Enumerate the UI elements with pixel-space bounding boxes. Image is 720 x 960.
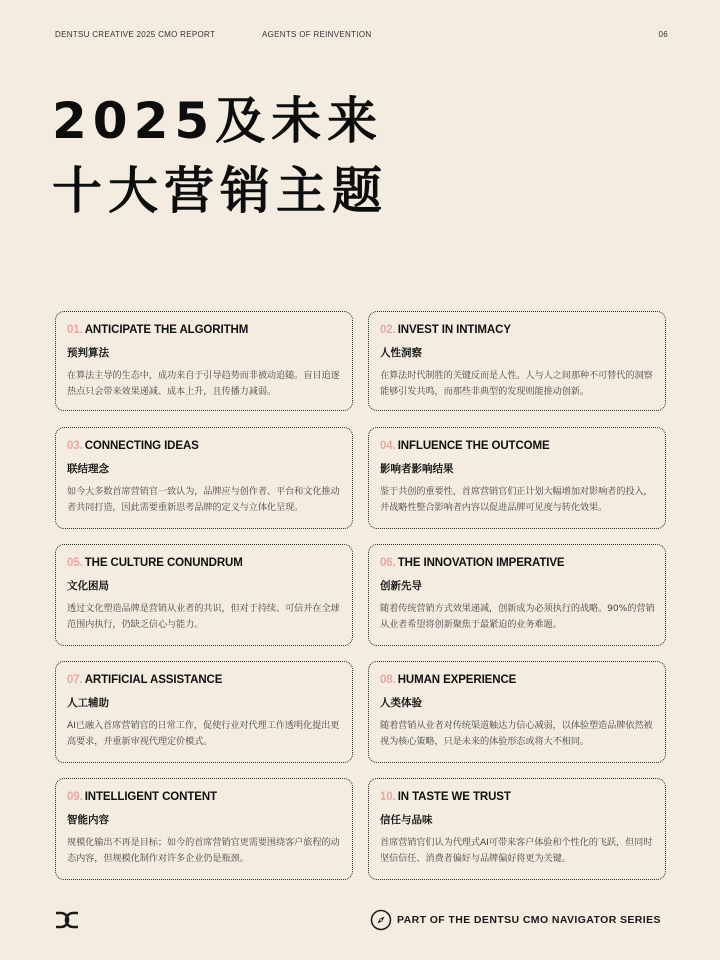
theme-subtitle: 文化困局 xyxy=(67,580,109,592)
theme-card-04 xyxy=(368,427,666,529)
theme-card-07 xyxy=(55,661,353,763)
dentsu-dc-logo-icon xyxy=(54,911,80,929)
theme-heading xyxy=(380,791,655,803)
theme-heading xyxy=(380,674,655,686)
theme-card-09 xyxy=(55,778,353,880)
page-number: 06 xyxy=(658,30,668,39)
theme-card-08 xyxy=(368,661,666,763)
theme-subtitle: 预判算法 xyxy=(67,347,109,359)
theme-heading-text: CONNECTING IDEAS xyxy=(84,440,199,452)
theme-heading-text: ANTICIPATE THE ALGORITHM xyxy=(84,324,249,336)
theme-heading-text: INTELLIGENT CONTENT xyxy=(84,791,217,803)
page-title xyxy=(52,86,388,226)
theme-heading xyxy=(380,557,655,569)
theme-body: 随着传统营销方式效果递减，创新成为必须执行的战略。90%的营销从业者希望将创新聚焦于最紧迫的业务难题。 xyxy=(380,603,655,630)
theme-heading xyxy=(380,440,655,452)
theme-number: 08. xyxy=(380,674,396,686)
theme-number: 01. xyxy=(67,324,83,336)
theme-body: 在算法主导的生态中，成功来自于引导趋势而非被动追随。盲目追逐热点只会带来效果递减、成本上升，且传播力减弱。 xyxy=(67,370,340,397)
theme-number: 06. xyxy=(380,557,396,569)
theme-body: 在算法时代制胜的关键反而是人性。人与人之间那种不可替代的洞察能够引发共鸣，而那些非典型的发现则能推动创新。 xyxy=(380,370,653,397)
theme-body: 随着营销从业者对传统渠道触达力信心减弱，以体验塑造品牌依然被视为核心策略，只是未来的体验形态或将大不相同。 xyxy=(380,720,653,747)
theme-card-03 xyxy=(55,427,353,529)
theme-heading xyxy=(67,324,342,336)
theme-heading-text: ARTIFICIAL ASSISTANCE xyxy=(84,674,223,686)
theme-card-02 xyxy=(368,311,666,411)
theme-subtitle: 创新先导 xyxy=(380,580,422,592)
theme-card-06 xyxy=(368,544,666,646)
theme-number: 09. xyxy=(67,791,83,803)
theme-heading xyxy=(67,674,342,686)
report-name: DENTSU CREATIVE 2025 CMO REPORT xyxy=(55,30,216,39)
theme-heading xyxy=(67,791,342,803)
theme-body: 规模化输出不再是目标；如今的首席营销官更需要围绕客户旅程的动态内容，但规模化制作对许多企业仍是瓶颈。 xyxy=(67,837,340,864)
theme-number: 03. xyxy=(67,440,83,452)
theme-subtitle: 人工辅助 xyxy=(67,697,109,709)
theme-heading-text: INVEST IN INTIMACY xyxy=(397,324,511,336)
report-subtitle: AGENTS OF REINVENTION xyxy=(262,30,372,39)
theme-body: 透过文化塑造品牌是营销从业者的共识，但对于持续、可信并在全球范围内执行，仍缺乏信心与能力。 xyxy=(67,603,340,630)
theme-subtitle: 智能内容 xyxy=(67,814,109,826)
theme-subtitle: 人性洞察 xyxy=(380,347,422,359)
theme-card-05 xyxy=(55,544,353,646)
theme-number: 04. xyxy=(380,440,396,452)
page-header xyxy=(55,30,668,42)
theme-body: 如今大多数首席营销官一致认为，品牌应与创作者、平台和文化推动者共同打造，因此需要重新思考品牌的定义与立体化呈现。 xyxy=(67,486,340,513)
theme-heading-text: INFLUENCE THE OUTCOME xyxy=(397,440,550,452)
theme-subtitle: 人类体验 xyxy=(380,697,422,709)
title-line-1: 2025及未来 xyxy=(52,92,384,150)
theme-subtitle: 信任与品味 xyxy=(380,814,433,826)
theme-body: 鉴于共创的重要性，首席营销官们正计划大幅增加对影响者的投入，并战略性整合影响者内容以促进品牌可见度与转化效果。 xyxy=(380,486,653,513)
series-text: PART OF THE DENTSU CMO NAVIGATOR SERIES xyxy=(397,914,661,926)
theme-subtitle: 联结理念 xyxy=(67,463,109,475)
theme-heading-text: THE CULTURE CONUNDRUM xyxy=(84,557,243,569)
theme-heading-text: IN TASTE WE TRUST xyxy=(397,791,511,803)
theme-number: 07. xyxy=(67,674,83,686)
theme-card-10 xyxy=(368,778,666,880)
theme-heading-text: HUMAN EXPERIENCE xyxy=(397,674,517,686)
theme-number: 05. xyxy=(67,557,83,569)
theme-heading xyxy=(67,557,342,569)
compass-icon xyxy=(370,909,392,931)
theme-number: 10. xyxy=(380,791,396,803)
theme-card-01 xyxy=(55,311,353,411)
theme-heading xyxy=(380,324,655,336)
theme-body: AI已融入首席营销官的日常工作，促使行业对代理工作透明化提出更高要求，并重新审视代理定价模式。 xyxy=(67,720,340,747)
title-line-2: 十大营销主题 xyxy=(52,162,388,220)
theme-heading xyxy=(67,440,342,452)
theme-number: 02. xyxy=(380,324,396,336)
theme-body: 首席营销官们认为代理式AI可带来客户体验和个性化的飞跃，但同时坚信信任、消费者偏好与品牌偏好将更为关键。 xyxy=(380,837,653,864)
theme-subtitle: 影响者影响结果 xyxy=(380,463,454,475)
theme-heading-text: THE INNOVATION IMPERATIVE xyxy=(397,557,565,569)
